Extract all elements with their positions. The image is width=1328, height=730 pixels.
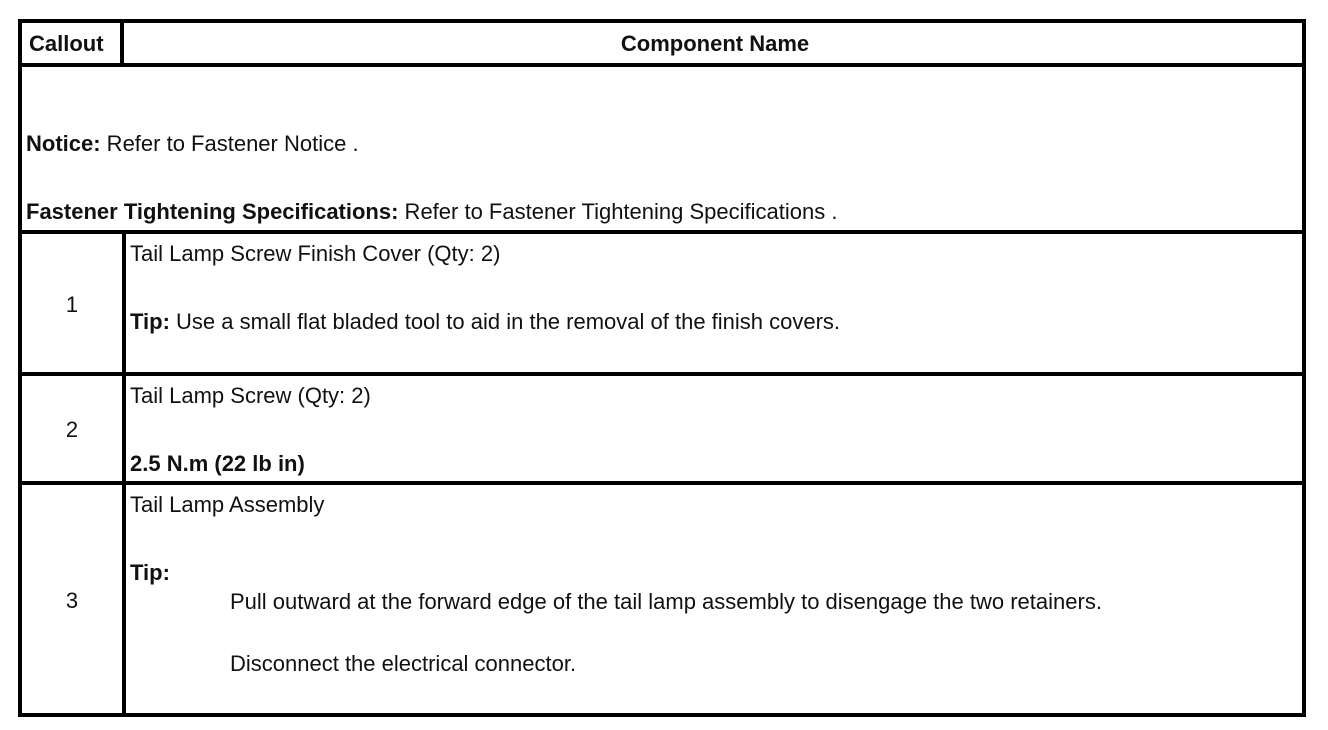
header-divider	[22, 63, 1302, 67]
row3-step-2: Disconnect the electrical connector.	[230, 651, 577, 676]
row1-tip	[130, 309, 840, 335]
row3-tip-label: Tip:	[130, 560, 170, 585]
header-component-name: Component Name	[620, 31, 810, 56]
row1-tip-text: Use a small flat bladed tool to aid in the removal of the finish covers.	[169, 309, 841, 334]
row3-component-name: Tail Lamp Assembly	[130, 492, 325, 517]
component-table	[18, 19, 1306, 717]
notice-text: Refer to Fastener Notice .	[100, 131, 359, 156]
row3-callout: 3	[65, 588, 79, 613]
notice-line	[26, 131, 359, 157]
spec-text: Refer to Fastener Tightening Specifications .	[398, 199, 838, 224]
row2-torque: 2.5 N.m (22 lb in)	[130, 451, 305, 476]
body-column-divider	[122, 230, 126, 717]
row1-component-name: Tail Lamp Screw Finish Cover (Qty: 2)	[130, 241, 501, 266]
row2-divider	[22, 481, 1302, 485]
row2-callout: 2	[65, 417, 79, 442]
spec-label: Fastener Tightening Specifications:	[26, 199, 399, 224]
intro-divider	[22, 230, 1302, 234]
notice-label: Notice:	[26, 131, 101, 156]
header-callout: Callout	[29, 31, 104, 56]
row2-component-name: Tail Lamp Screw (Qty: 2)	[130, 383, 371, 408]
row1-tip-label: Tip:	[130, 309, 170, 334]
spec-line	[26, 199, 837, 225]
row1-callout: 1	[65, 292, 79, 317]
row1-divider	[22, 372, 1302, 376]
row3-step-1: Pull outward at the forward edge of the tail lamp assembly to disengage the two retainers.	[230, 589, 1102, 614]
